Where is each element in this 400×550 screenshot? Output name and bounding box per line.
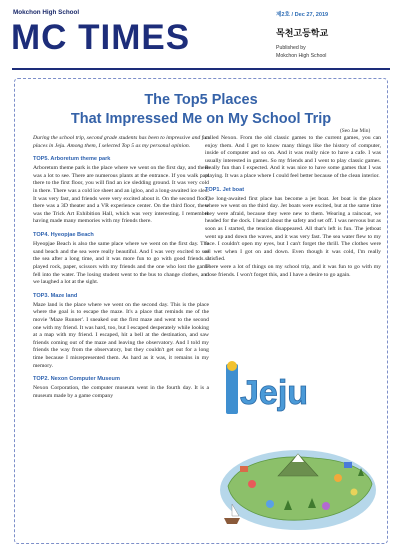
section-text: Nexon Corporation, the computer museum went in the fourth day. It is a museum made by a game company: [33, 385, 209, 399]
section-top1: [205, 187, 381, 280]
section-top3: [33, 293, 209, 370]
section-text: Maze land is the place where we went on the second day. This is the place where the goal is to escape the maze. It's a place that reminds me of the movie 'Maze Runner'. I sneaked out the first maze and went to the second one with my friend. It was hard, too, but I escaped desperately while looking at a map with my friend. I escaped, hit a bell at the destination, and saw friends coming out of the maze and leaving the observatory. And I told my friends the way from the observatory, but they couldn't get out for a long time because I misrepresented them. As hard as it was, it remains in my memory.: [33, 301, 209, 369]
section-top4: [33, 232, 209, 287]
right-column: [205, 135, 381, 285]
korean-school-name: 목천고등학교: [276, 29, 329, 39]
headline-line-1: The Top5 Places: [144, 92, 258, 108]
section-heading: TOP4. Hyeopjae Beach: [33, 232, 94, 239]
section-heading: TOP3. Maze land: [33, 292, 78, 299]
section-top5: [33, 156, 209, 226]
section-top2-continued: called Nexon. From the old classic games to the current games, you can enjoy them. And I get to know many things like the history of computer, inside of computer and so on. And it was really nice to have a cafe. I was usually interested in games. So my friends and I went to play classic games. Really fun than I expected. And it was nice to have some games that I was playing. It was a place where I could feel better because of the clean interior.: [205, 135, 381, 179]
published-by-label: Published by: [276, 45, 306, 51]
section-text: Hyeopjae Beach is also the same place where we went on the first day. The sand beach and the sea were really beautiful. And I was very excited to see the sea after a long time, and it was more fun to go with good friends. I played rock, paper, scissors with my friends and the one who lost the game fell into the water. The losing student went to the bus to change clothes, and we laughed a lot at the sight.: [33, 241, 209, 286]
section-top2: [33, 376, 209, 400]
jeju-sign: [226, 361, 308, 414]
jeju-illustration: [218, 358, 378, 534]
section-text: Arboretum theme park is the place where we went on the first day, and there was a lot to see. There are numerous plants at the entrance. If you walk past there to the first floor, you will find an ice sledding ground. It was very cold in there. There was a cold ice sheet and an igloo, and a long-awaited ice sled. It was very fast, and friends were very excited about it. On the second floor, there was a 3D theater and a VR experience center. On the third floor, there was the Trick Art Exhibition Hall, which was very interesting. I remember having made many memories with my friends there.: [33, 165, 209, 225]
school-name: Mokchon High School: [13, 9, 80, 16]
intro-paragraph: During the school trip, second grade students has been to impressive and fun places in Jeju. Among them, I selected Top 5 as my personal opinion.: [33, 135, 209, 149]
jeju-sign-label: Jeju: [240, 374, 309, 412]
closing-text: There were a lot of things on my school trip, and it was fun to go with my close friends. I won't forget this, and I have a desire to go again.: [205, 264, 381, 278]
article-headline: [14, 91, 388, 129]
masthead-rule: [12, 68, 390, 70]
headline-line-2: That Impressed Me on My School Trip: [70, 111, 332, 127]
section-heading: TOP1. Jet boat: [205, 186, 245, 193]
left-column: [33, 135, 209, 406]
section-heading: TOP2. Nexon Computer Museum: [33, 376, 120, 383]
issue-date: 제2호 / Dec 27, 2019: [276, 12, 329, 18]
byline: (Seo Jae Min): [340, 128, 371, 134]
masthead: [0, 0, 400, 70]
section-heading: TOP5. Arboretum theme park: [33, 156, 111, 163]
section-text: The long-awaited first place has become a jet boat. Jet boat is the place where we went on the third day. Jet boats were excited, but at the same time they were afraid, because they were new to them. Wearing a raincoat, we headed for the dock. I heard about the safety and set off. I was nervous but as soon as I started, the tension disappeared. All that's left is fun. The jetboat went up and down the waves, and it was very fast. The sea water flew to my face. I couldn't open my eyes, but I can't forget the thrill. The clothes were all wet when I got on and down. Even though it was cold, I'm really satisfied.: [205, 195, 381, 263]
island-map: [220, 450, 376, 530]
newspaper-title: MC TIMES: [11, 18, 191, 57]
publisher-name: Mokchon High School: [276, 53, 327, 59]
